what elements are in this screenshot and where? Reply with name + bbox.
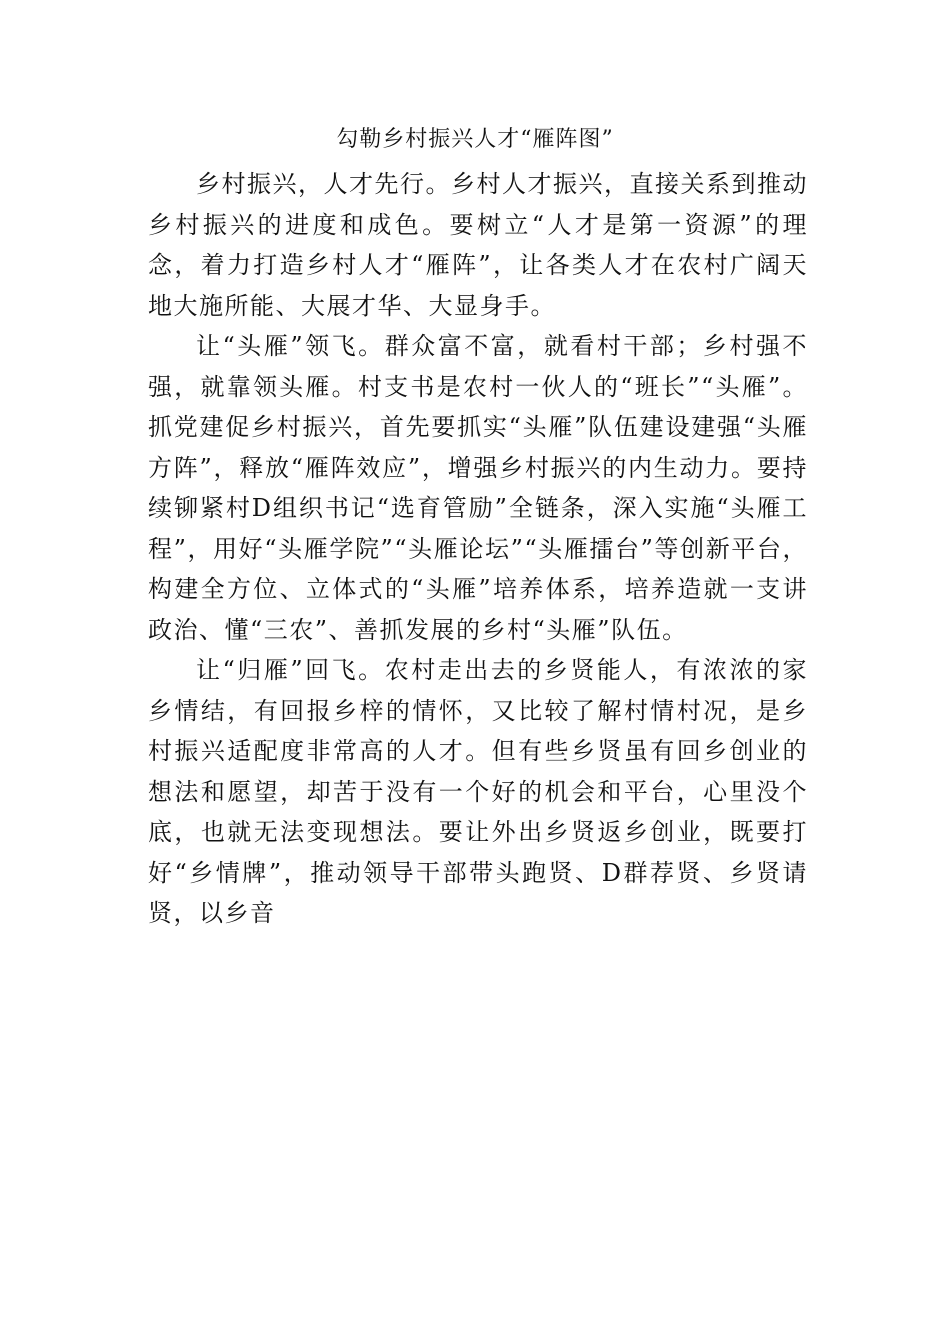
- paragraph-head-goose: 让“头雁”领飞。群众富不富，就看村干部；乡村强不强，就靠领头雁。村支书是农村一伙人的“班长”“头雁”。抓党建促乡村振兴，首先要抓实“头雁”队伍建设建强“头雁方阵”，释放“雁阵效应”，增强乡村振兴的内生动力。要持续铆紧村D组织书记“选育管励”全链条，深入实施“头雁工程”，用好“头雁学院”“头雁论坛”“头雁擂台”等创新平台，构建全方位、立体式的“头雁”培养体系，培养造就一支讲政治、懂“三农”、善抓发展的乡村“头雁”队伍。: [148, 332, 808, 644]
- document-title: 勾勒乡村振兴人才“雁阵图”: [336, 127, 614, 152]
- paragraph-returning-goose: 让“归雁”回飞。农村走出去的乡贤能人，有浓浓的家乡情结，有回报乡梓的情怀，又比较了解村情村况，是乡村振兴适配度非常高的人才。但有些乡贤虽有回乡创业的想法和愿望，却苦于没有一个好的机会和平台，心里没个底，也就无法变现想法。要让外出乡贤返乡创业，既要打好“乡情牌”，推动领导干部带头跑贤、D群荐贤、乡贤请贤，以乡音: [148, 656, 808, 927]
- paragraph-intro: 乡村振兴，人才先行。乡村人才振兴，直接关系到推动乡村振兴的进度和成色。要树立“人才是第一资源”的理念，着力打造乡村人才“雁阵”，让各类人才在农村广阔天地大施所能、大展才华、大显身手。: [148, 170, 808, 320]
- document-body: [148, 164, 808, 934]
